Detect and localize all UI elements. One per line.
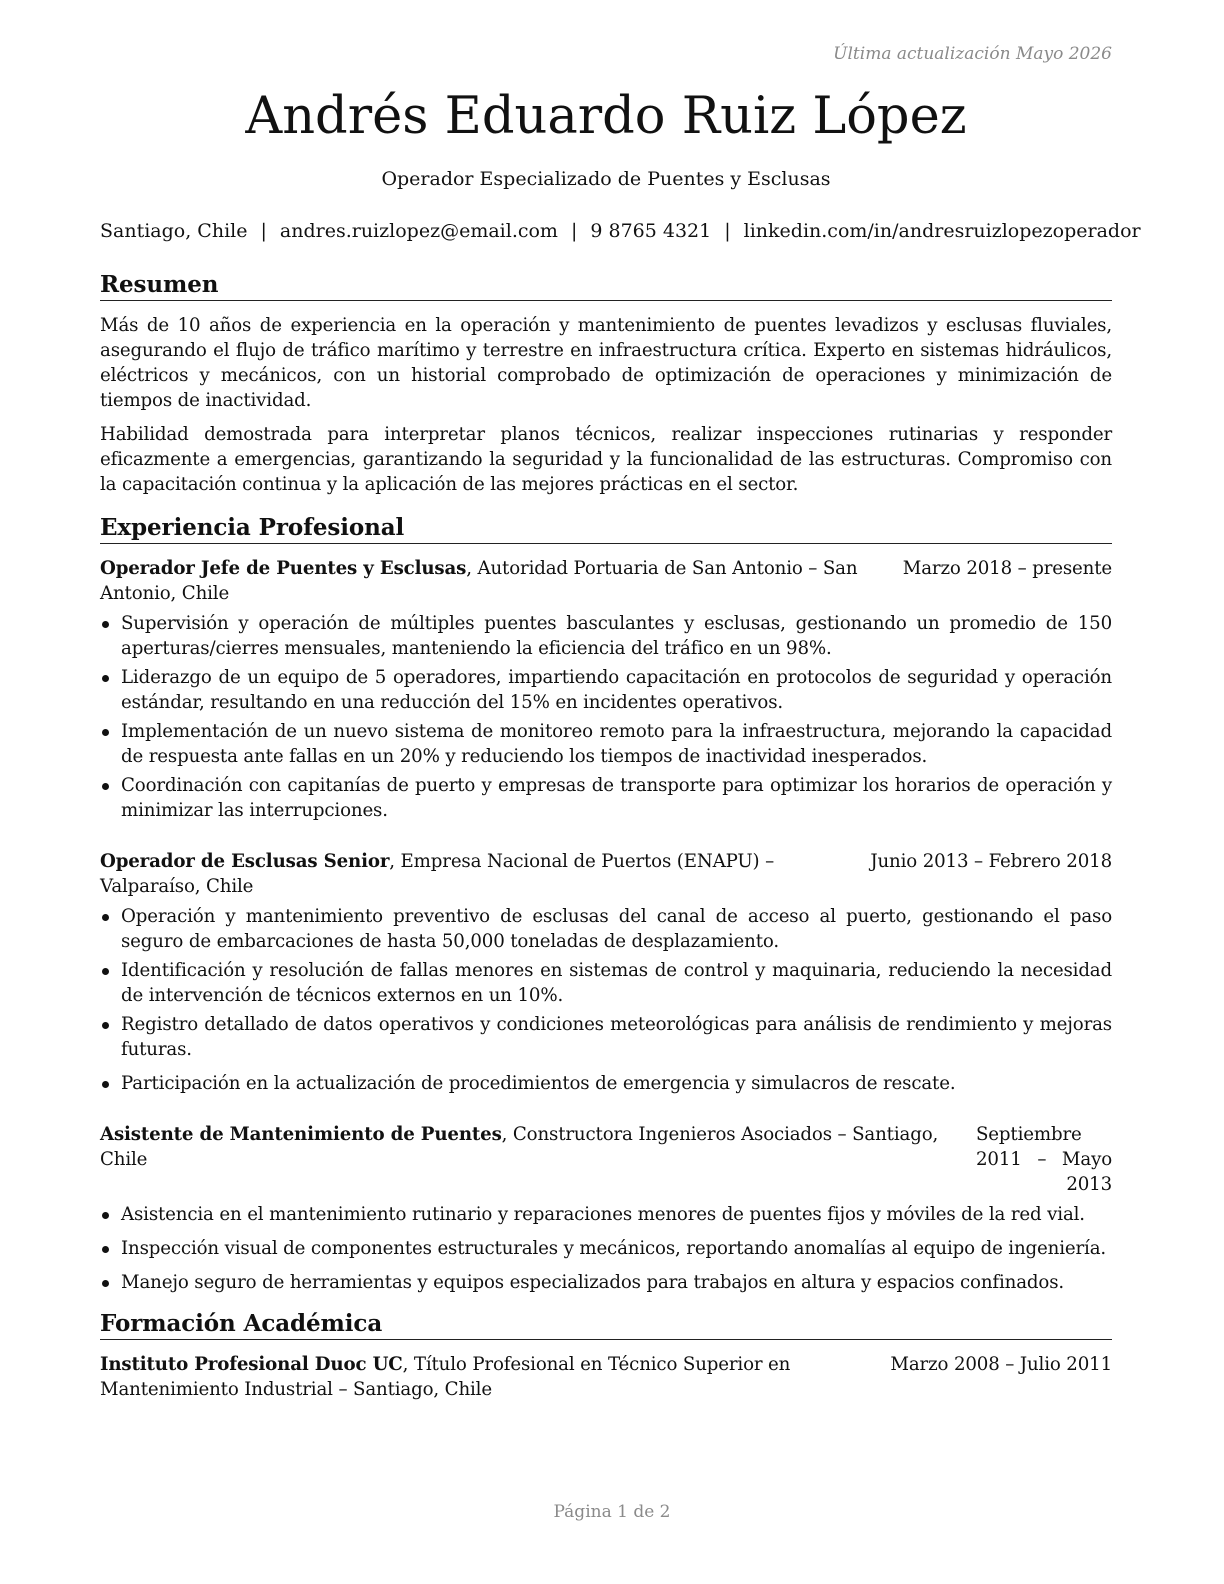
- contact-phone: 9 8765 4321: [590, 220, 712, 242]
- list-item: [100, 1071, 1112, 1096]
- contact-separator: |: [724, 220, 731, 242]
- job-dates: Marzo 2018 – presente: [902, 558, 1112, 579]
- summary-paragraph: Más de 10 años de experiencia en la operación y mantenimiento de puentes levadizos y esclusas fluviales, asegurando el flujo de tráfico marítimo y terrestre en infraestructura crítica. Experto en sistemas hidráulicos, eléctricos y mecánicos, con un historial comprobado de optimización de operaciones y minimización de tiempos de inactividad.: [100, 315, 1112, 411]
- job-bullets: [100, 611, 1112, 823]
- bullet-text: Identificación y resolución de fallas menores en sistemas de control y maquinaria, reduciendo la necesidad de intervención de técnicos externos en un 10%.: [121, 960, 1112, 1006]
- job-dates: Junio 2013 – Febrero 2018: [870, 851, 1112, 872]
- job-header: [100, 1122, 1112, 1197]
- bullet-text: Manejo seguro de herramientas y equipos especializados para trabajos en altura y espacios confinados.: [121, 1272, 1065, 1293]
- list-item: [100, 904, 1112, 954]
- job-bullets: [100, 904, 1112, 1096]
- job-dates: Septiembre 2011 – Mayo 2013: [976, 1124, 1112, 1195]
- candidate-name: Andrés Eduardo Ruiz López: [245, 87, 967, 146]
- education-heading: Formación Académica: [100, 1309, 1112, 1340]
- job-header: [100, 556, 1112, 606]
- job-title-line: [100, 1122, 976, 1197]
- job-title-line: [100, 849, 870, 899]
- bullet-text: Inspección visual de componentes estructurales y mecánicos, reportando anomalías al equipo de ingeniería.: [121, 1238, 1107, 1259]
- list-item: [100, 1270, 1112, 1295]
- job-title-line: [100, 556, 903, 606]
- job-entry: [100, 1122, 1112, 1295]
- education-institution: Instituto Profesional Duoc UC: [100, 1354, 403, 1375]
- experience-heading: Experiencia Profesional: [100, 513, 1112, 544]
- bullet-text: Implementación de un nuevo sistema de monitoreo remoto para la infraestructura, mejorando la capacidad de respuesta ante fallas en un 20% y reduciendo los tiempos de inactividad inesperados.: [121, 721, 1112, 767]
- contact-line: [100, 218, 1141, 244]
- bullet-icon: [102, 914, 109, 921]
- job-bullets: [100, 1202, 1112, 1295]
- list-item: [100, 773, 1112, 823]
- job-organization: , Empresa Nacional de Puertos (ENAPU) – Valparaíso, Chile: [100, 851, 775, 897]
- job-header: [100, 849, 1112, 899]
- job-entry: [100, 556, 1112, 823]
- job-entry: [100, 849, 1112, 1096]
- bullet-text: Liderazgo de un equipo de 5 operadores, impartiendo capacitación en protocolos de seguridad y operación estándar, resultando en una reducción del 15% en incidentes operativos.: [121, 667, 1112, 713]
- summary-heading: Resumen: [100, 270, 1112, 301]
- contact-linkedin[interactable]: linkedin.com/in/andresruizlopezoperador: [743, 220, 1141, 242]
- education-section: [100, 1309, 1112, 1402]
- bullet-text: Coordinación con capitanías de puerto y empresas de transporte para optimizar los horarios de operación y minimizar las interrupciones.: [121, 775, 1112, 821]
- education-title-line: [100, 1352, 890, 1402]
- contact-separator: |: [570, 220, 578, 242]
- list-item: [100, 719, 1112, 769]
- contact-location: Santiago, Chile: [100, 220, 248, 242]
- contact-separator: |: [260, 220, 267, 242]
- list-item: [100, 611, 1112, 661]
- experience-section: [100, 513, 1112, 1295]
- bullet-icon: [102, 729, 109, 736]
- candidate-title: Operador Especializado de Puentes y Esclusas: [381, 168, 831, 190]
- education-entry: [100, 1352, 1112, 1402]
- bullet-icon: [102, 968, 109, 975]
- summary-paragraph: Habilidad demostrada para interpretar planos técnicos, realizar inspecciones rutinarias y responder eficazmente a emergencias, garantizando la seguridad y la funcionalidad de las estructuras. Compromiso con la capacitación continua y la aplicación de las mejores prácticas en el sector.: [100, 424, 1112, 495]
- bullet-text: Operación y mantenimiento preventivo de esclusas del canal de acceso al puerto, gestionando el paso seguro de embarcaciones de hasta 50,000 toneladas de desplazamiento.: [121, 906, 1112, 952]
- list-item: [100, 1236, 1112, 1261]
- bullet-text: Supervisión y operación de múltiples puentes basculantes y esclusas, gestionando un promedio de 150 aperturas/cierres mensuales, manteniendo la eficiencia del tráfico en un 98%.: [121, 613, 1112, 659]
- bullet-icon: [102, 1280, 109, 1287]
- list-item: [100, 1012, 1112, 1062]
- list-item: [100, 665, 1112, 715]
- bullet-icon: [102, 1212, 109, 1219]
- list-item: [100, 1202, 1112, 1227]
- bullet-icon: [102, 1022, 109, 1029]
- job-organization: , Autoridad Portuaria de San Antonio – San Antonio, Chile: [100, 558, 858, 604]
- bullet-icon: [102, 675, 109, 682]
- bullet-text: Asistencia en el mantenimiento rutinario y reparaciones menores de puentes fijos y móviles de la red vial.: [121, 1204, 1085, 1225]
- bullet-icon: [102, 1081, 109, 1088]
- bullet-text: Participación en la actualización de procedimientos de emergencia y simulacros de rescate.: [121, 1073, 956, 1094]
- last-updated: Última actualización Mayo 2026: [833, 44, 1112, 64]
- bullet-icon: [102, 783, 109, 790]
- bullet-icon: [102, 1246, 109, 1253]
- job-role: Operador Jefe de Puentes y Esclusas: [100, 558, 467, 579]
- bullet-icon: [102, 621, 109, 628]
- resume-content: [100, 270, 1112, 1410]
- list-item: [100, 958, 1112, 1008]
- education-dates: Marzo 2008 – Julio 2011: [890, 1354, 1112, 1375]
- job-role: Operador de Esclusas Senior: [100, 851, 390, 872]
- page-number: Página 1 de 2: [553, 1502, 671, 1522]
- contact-email[interactable]: andres.ruizlopez@email.com: [279, 220, 558, 242]
- education-detail: , Título Profesional en Técnico Superior en Mantenimiento Industrial – Santiago, Chile: [100, 1354, 791, 1400]
- summary-section: [100, 270, 1112, 497]
- bullet-text: Registro detallado de datos operativos y condiciones meteorológicas para análisis de rendimiento y mejoras futuras.: [121, 1014, 1112, 1060]
- job-organization: , Constructora Ingenieros Asociados – Santiago, Chile: [100, 1124, 939, 1170]
- job-role: Asistente de Mantenimiento de Puentes: [100, 1124, 502, 1145]
